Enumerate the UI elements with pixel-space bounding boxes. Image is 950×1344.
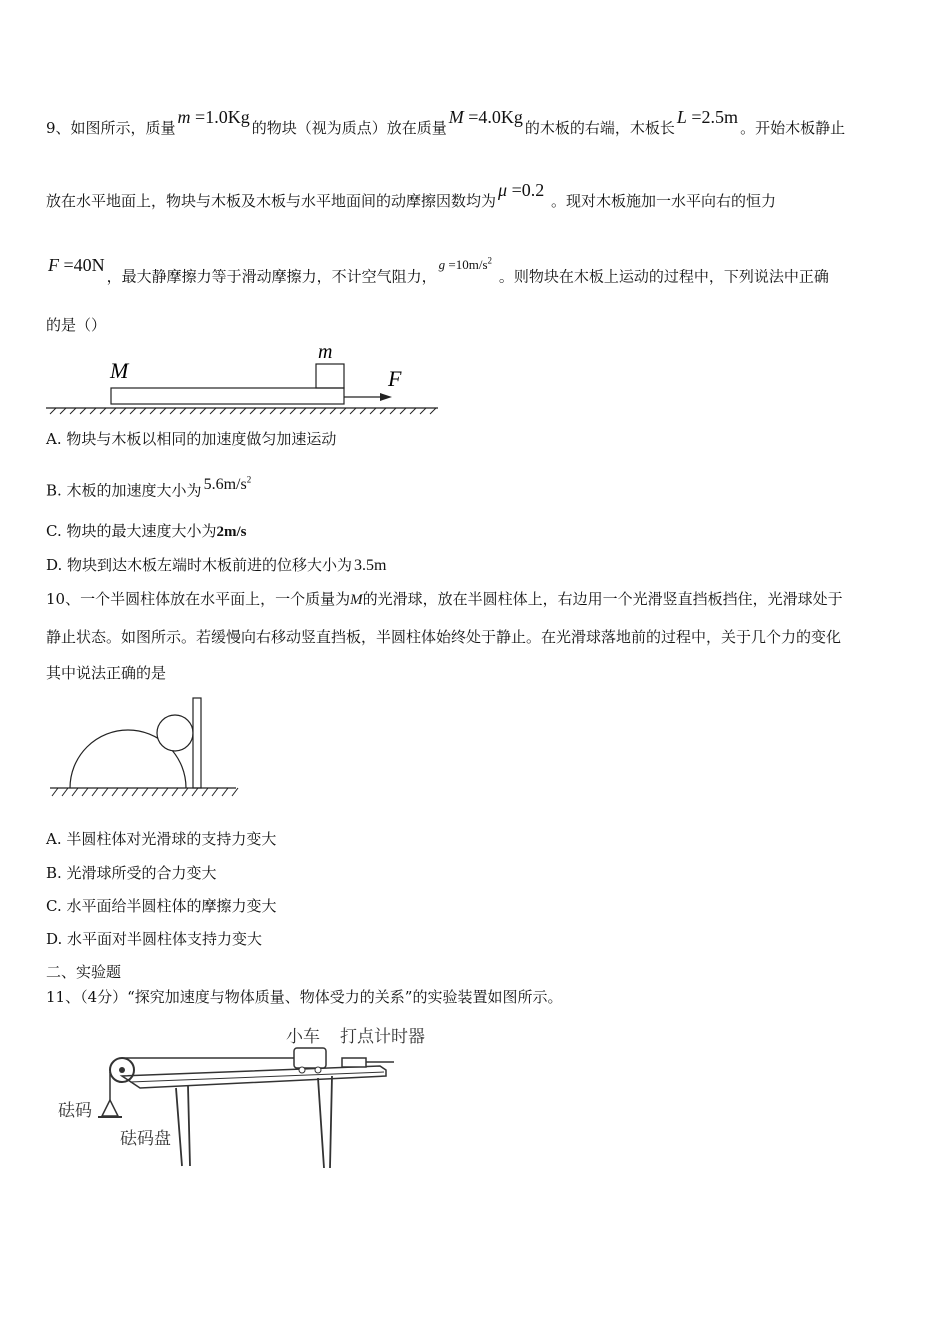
label-m: m	[318, 341, 333, 363]
q9-option-c[interactable]: C. 物块的最大速度大小为2m/s	[46, 522, 247, 540]
label-F: F	[388, 366, 402, 391]
table-leg-left	[176, 1086, 190, 1166]
q10-option-d[interactable]: D. 水平面对半圆柱体支持力变大	[46, 930, 263, 948]
q9-mu-formula: μ =0.2	[498, 180, 545, 200]
q10-option-c[interactable]: C. 水平面给半圆柱体的摩擦力变大	[46, 897, 277, 915]
cart	[294, 1048, 326, 1068]
timer	[342, 1058, 366, 1067]
label-pan: 砝码盘	[120, 1129, 171, 1149]
smooth-ball	[157, 715, 193, 751]
label-cart: 小车	[286, 1027, 320, 1047]
q9-option-b[interactable]: B. 木板的加速度大小为 $5.6m/s^2$	[46, 475, 252, 500]
q10-option-b[interactable]: B. 光滑球所受的合力变大	[46, 864, 217, 882]
vertical-board	[193, 698, 201, 788]
q10-line-2: 静止状态。如图所示。若缓慢向右移动竖直挡板，半圆柱体始终处于静止。在光滑球落地前的过程中，关于几个力的变化	[46, 628, 842, 646]
table-leg-right	[318, 1076, 332, 1168]
q11-line-1: 11、（4分）“探究加速度与物体质量、物体受力的关系”的实验装置如图所示。	[46, 988, 563, 1006]
q9-L-formula: L =2.5m	[676, 107, 739, 127]
ground-hatch	[52, 788, 238, 796]
ground-hatch	[50, 408, 436, 414]
block	[316, 364, 344, 388]
weight-pan	[102, 1100, 118, 1116]
q9-F-formula: F =40N	[48, 255, 105, 276]
q9-line-3: F =40N，最大静摩擦力等于滑动摩擦力，不计空气阻力，$g =10m/s^2$ 。则物块在木板上运动的过程中，下列说法中正确	[48, 255, 829, 286]
q9-line-2: 放在水平地面上，物块与木板及木板与水平地面间的动摩擦因数均为μ =0.2 。现对木板施加一水平向右的恒力	[46, 180, 777, 210]
q9-line-4: 的是（）	[46, 316, 107, 334]
q10-line-3: 其中说法正确的是	[46, 664, 167, 682]
label-timer: 打点计时器	[340, 1027, 425, 1047]
q9-option-a[interactable]: A. 物块与木板以相同的加速度做匀加速运动	[46, 430, 337, 448]
q9-m-formula: m =1.0Kg	[177, 107, 250, 127]
board	[111, 388, 344, 404]
q9-line-1: 9、如图所示，质量m =1.0Kg的物块（视为质点）放在质量M =4.0Kg的木板的右端，木板长L =2.5m。开始木板静止	[46, 107, 846, 137]
q9-board-figure	[46, 338, 441, 418]
q10-line-1: 10、一个半圆柱体放在水平面上，一个质量为M的光滑球，放在半圆柱体上，右边用一个光滑竖直挡板挡住，光滑球处于	[46, 590, 843, 608]
q11-apparatus-figure	[50, 1018, 450, 1173]
q9-M-formula: M =4.0Kg	[448, 107, 523, 127]
label-M: M	[110, 358, 129, 383]
q9-option-d[interactable]: D. 物块到达木板左端时木板前进的位移大小为 3.5m	[46, 556, 387, 574]
label-weight: 砝码	[58, 1101, 92, 1121]
q10-option-a[interactable]: A. 半圆柱体对光滑球的支持力变大	[46, 830, 277, 848]
force-arrow-head	[380, 393, 392, 401]
q10-hemicylinder-figure	[46, 692, 246, 807]
q9-g-formula: $g =10m/s^2$	[438, 256, 493, 273]
section-heading: 二、实验题	[46, 963, 122, 981]
